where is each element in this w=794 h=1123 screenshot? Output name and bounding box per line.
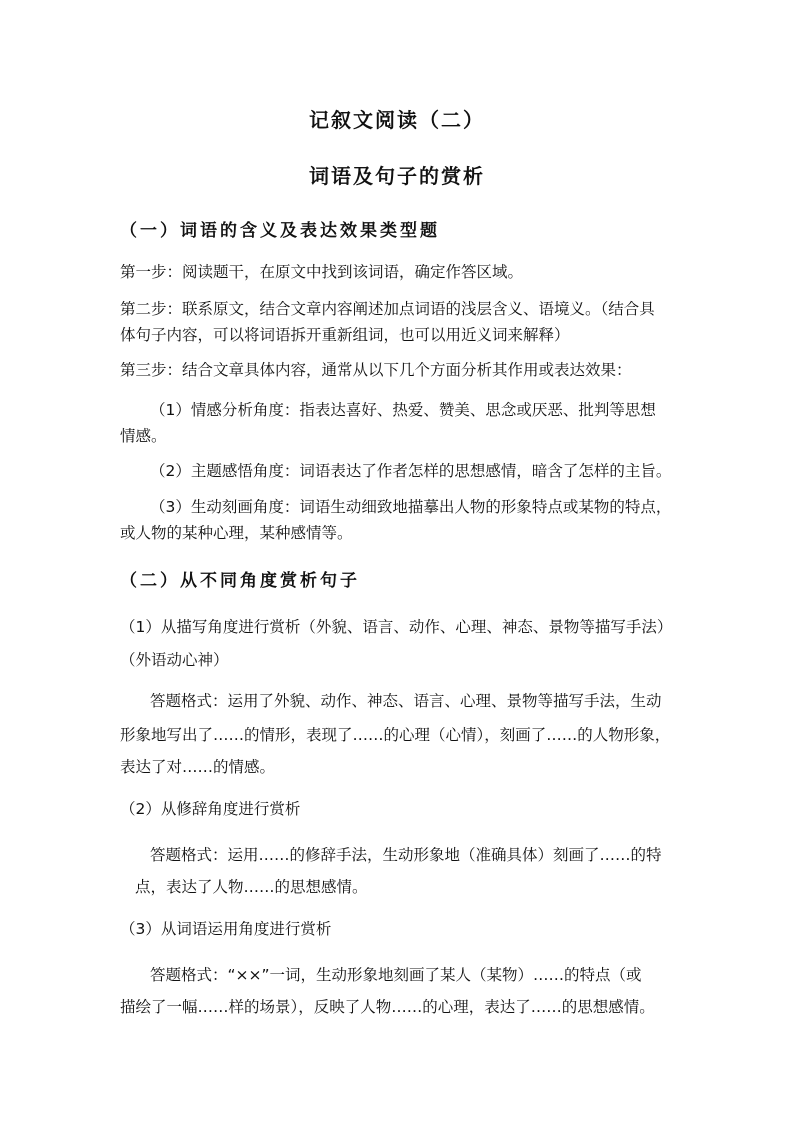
section-heading-2: （二）从不同角度赏析句子 [120, 571, 360, 591]
document-subtitle: 词语及句子的赏析 [309, 164, 485, 188]
item-1-line-2: 情感。 [120, 427, 167, 445]
angle-1-heading-line-1: （1）从描写角度进行赏析（外貌、语言、动作、心理、神态、景物等描写手法） [120, 618, 673, 636]
angle-3-answer-line-2: 描绘了一幅……样的场景），反映了人物……的心理，表达了……的思想感情。 [120, 998, 655, 1016]
document-title: 记叙文阅读（二） [309, 108, 485, 132]
angle-3-heading: （3）从词语运用角度进行赏析 [120, 920, 332, 938]
angle-1-answer-line-1: 答题格式：运用了外貌、动作、神态、语言、心理、景物等描写手法，生动 [150, 692, 662, 710]
angle-1-answer-line-2: 形象地写出了……的情形，表现了……的心理（心情），刻画了……的人物形象， [120, 726, 671, 744]
angle-3-answer-line-1: 答题格式：“××”一词，生动形象地刻画了某人（某物）……的特点（或 [150, 966, 642, 984]
item-2: （2）主题感悟角度：词语表达了作者怎样的思想感情，暗含了怎样的主旨。 [150, 462, 672, 480]
angle-2-answer-line-2: 点，表达了人物……的思想感情。 [135, 878, 368, 896]
step-3: 第三步：结合文章具体内容，通常从以下几个方面分析其作用或表达效果： [120, 361, 632, 379]
section-heading-1: （一）词语的含义及表达效果类型题 [120, 221, 440, 241]
step-1: 第一步：阅读题干，在原文中找到该词语，确定作答区域。 [120, 263, 524, 281]
step-2-line-2: 体句子内容，可以将词语拆开重新组词，也可以用近义词来解释） [120, 326, 570, 344]
item-3-line-1: （3）生动刻画角度：词语生动细致地描摹出人物的形象特点或某物的特点， [150, 498, 672, 516]
item-3-line-2: 或人物的某种心理，某种感情等。 [120, 524, 353, 542]
angle-2-heading: （2）从修辞角度进行赏析 [120, 800, 301, 818]
angle-1-heading-line-2: （外语动心神） [120, 651, 229, 669]
angle-2-answer-line-1: 答题格式：运用……的修辞手法，生动形象地（准确具体）刻画了……的特 [150, 846, 662, 864]
step-2-line-1: 第二步：联系原文，结合文章内容阐述加点词语的浅层含义、语境义。（结合具 [120, 300, 655, 318]
angle-1-answer-line-3: 表达了对……的情感。 [120, 758, 276, 776]
item-1-line-1: （1）情感分析角度：指表达喜好、热爱、赞美、思念或厌恶、批判等思想 [150, 401, 656, 419]
